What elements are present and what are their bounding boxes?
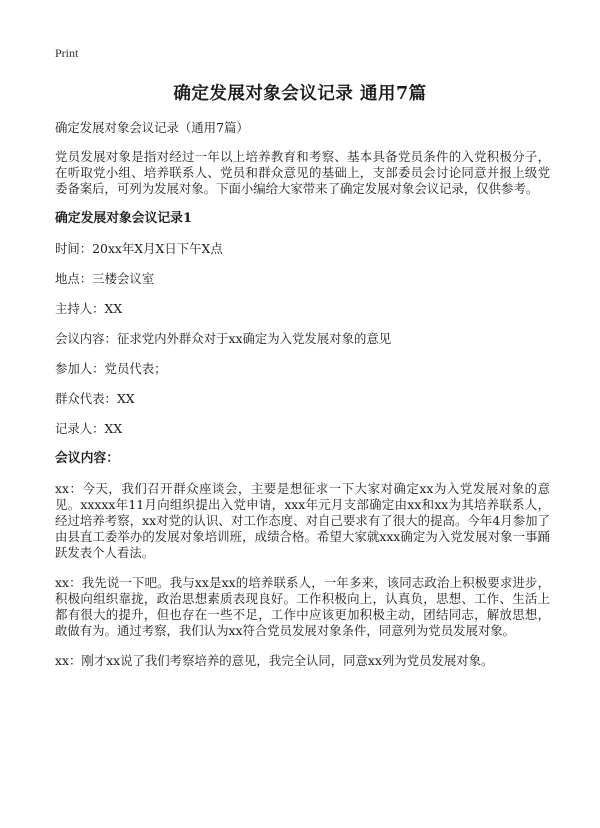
intro-paragraph: 党员发展对象是指对经过一年以上培养教育和考察、基本具备党员条件的入党积极分子，在听取党小组、培养联系人、党员和群众意见的基础上，支部委员会讨论同意并报上级党委备案后，可列为发展对象。下面小编给大家带来了确定发展对象会议记录，仅供参考。	[55, 149, 550, 196]
participants: 参加人：党员代表；	[55, 361, 167, 376]
page-title: 确定发展对象会议记录 通用7篇	[173, 84, 427, 104]
document-body	[55, 120, 550, 669]
meeting-time: 时间：20xx年X月X日下午X点	[55, 241, 223, 256]
meeting-host: 主持人：XX	[55, 301, 123, 316]
meeting-place: 地点：三楼会议室	[55, 271, 155, 286]
section-heading: 确定发展对象会议记录1	[55, 211, 192, 226]
subtitle: 确定发展对象会议记录（通用7篇）	[55, 120, 249, 135]
print-label[interactable]: Print	[55, 46, 79, 60]
content-paragraph: xx：今天，我们召开群众座谈会，主要是想征求一下大家对确定xx为入党发展对象的意见。xxxxx年11月向组织提出入党申请，xxx年元月支部确定由xx和xx为其培养联系人，经过培养考察，xx对党的认识、对工作态度、对自己要求有了很大的提高。今年4月参加了由县直工委举办的发展对象培训班，成绩合格。希望大家就xxx确定为入党发展对象一事踊跃发表个人看法。	[55, 481, 550, 560]
content-heading: 会议内容：	[55, 451, 119, 466]
recorder: 记录人：XX	[55, 421, 123, 436]
content-paragraph: xx：刚才xx说了我们考察培养的意见，我完全认同，同意xx列为党员发展对象。	[55, 653, 494, 668]
content-paragraph: xx：我先说一下吧。我与xx是xx的培养联系人，一年多来，该同志政治上积极要求进步，积极向组织靠拢，政治思想素质表现良好。工作积极向上，认真负，思想、工作、生活上都有很大的提升，但也存在一些不足，工作中应该更加积极主动，团结同志，解放思想，敢做有为。通过考察，我们认为xx符合党员发展对象条件，同意列为党员发展对象。	[55, 575, 550, 638]
mass-representative: 群众代表：XX	[55, 391, 135, 406]
meeting-topic: 会议内容：征求党内外群众对于xx确定为入党发展对象的意见	[55, 331, 392, 346]
